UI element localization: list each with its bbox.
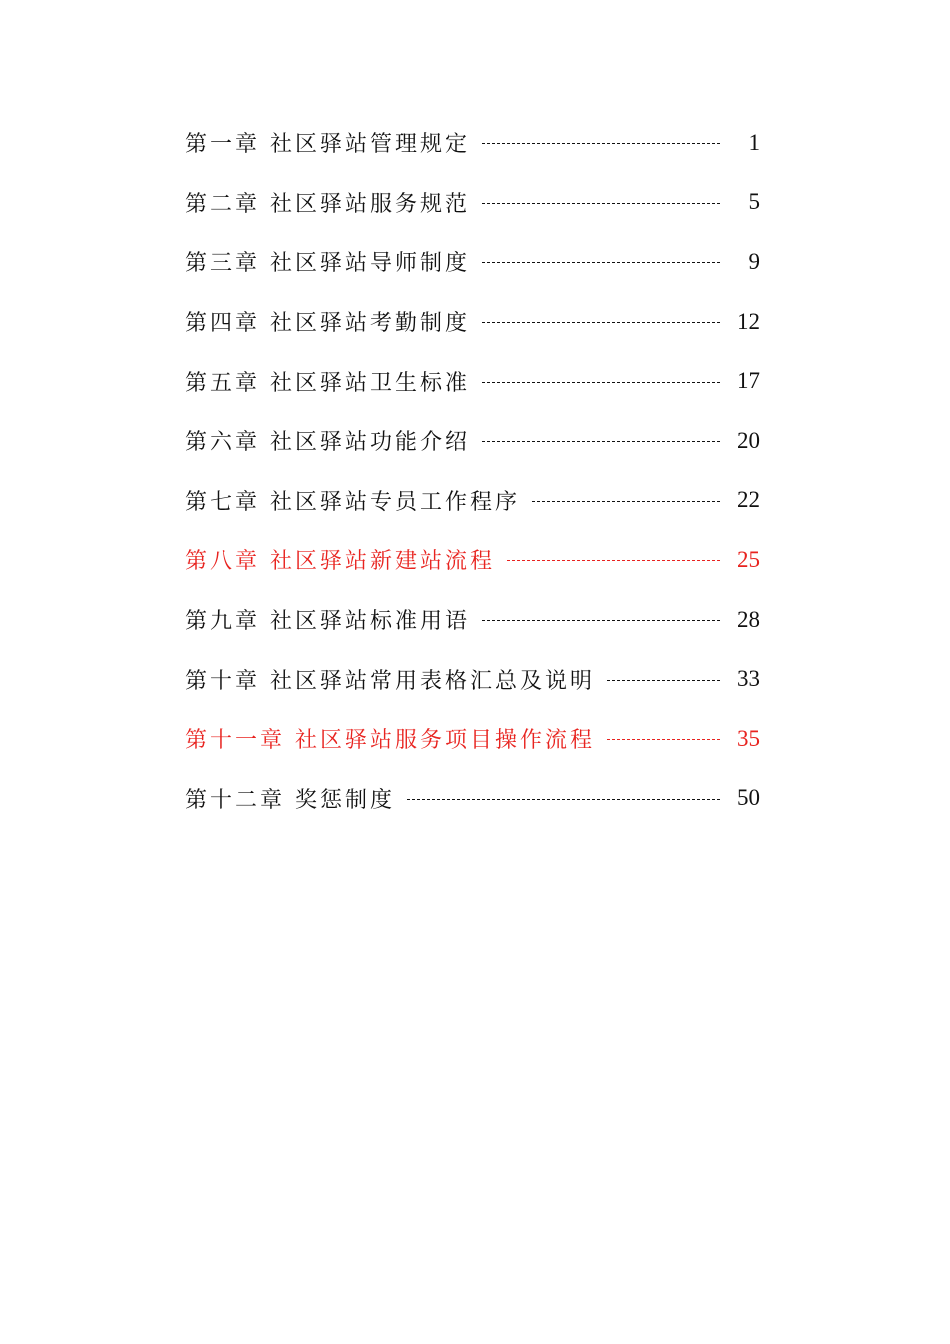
toc-page-number: 22 [737,487,760,513]
toc-page-number: 25 [737,546,760,572]
toc-entry[interactable] [185,351,760,411]
toc-entry-title: 第三章 社区驿站导师制度 [185,251,470,277]
toc-entry[interactable] [185,590,760,650]
toc-dot-leader [482,203,720,204]
toc-entry[interactable] [185,292,760,352]
toc-entry[interactable] [185,173,760,233]
toc-page-number: 17 [737,368,760,394]
toc-page-number: 20 [737,427,760,453]
toc-page-number: 28 [737,606,760,632]
toc-dot-leader [482,441,720,442]
toc-page-number: 12 [737,308,760,334]
toc-dot-leader [607,739,720,740]
toc-page-number: 1 [748,129,760,155]
toc-page-number: 35 [737,725,760,751]
table-of-contents [185,113,760,828]
toc-entry-title: 第四章 社区驿站考勤制度 [185,311,470,337]
toc-dot-leader [407,799,720,800]
toc-entry[interactable] [185,232,760,292]
toc-entry[interactable] [185,649,760,709]
toc-entry-title: 第二章 社区驿站服务规范 [185,191,470,217]
toc-page-number: 9 [748,248,760,274]
toc-page-number: 5 [748,189,760,215]
toc-dot-leader [482,382,720,383]
toc-entry[interactable] [185,530,760,590]
toc-dot-leader [507,560,720,561]
toc-dot-leader [482,262,720,263]
toc-dot-leader [482,322,720,323]
toc-entry[interactable] [185,471,760,531]
toc-entry-title: 第七章 社区驿站专员工作程序 [185,489,520,515]
toc-entry-title: 第五章 社区驿站卫生标准 [185,370,470,396]
toc-entry-title: 第十一章 社区驿站服务项目操作流程 [185,728,595,754]
toc-entry[interactable] [185,769,760,829]
toc-entry-title: 第六章 社区驿站功能介绍 [185,430,470,456]
toc-entry-title: 第九章 社区驿站标准用语 [185,609,470,635]
toc-page-number: 33 [737,666,760,692]
toc-entry[interactable] [185,709,760,769]
toc-page-number: 50 [737,785,760,811]
toc-entry[interactable] [185,113,760,173]
toc-entry-title: 第一章 社区驿站管理规定 [185,132,470,158]
toc-dot-leader [607,680,720,681]
toc-dot-leader [482,143,720,144]
toc-entry-title: 第八章 社区驿站新建站流程 [185,549,495,575]
toc-entry[interactable] [185,411,760,471]
toc-dot-leader [532,501,720,502]
toc-dot-leader [482,620,720,621]
toc-entry-title: 第十二章 奖惩制度 [185,787,395,813]
toc-entry-title: 第十章 社区驿站常用表格汇总及说明 [185,668,595,694]
